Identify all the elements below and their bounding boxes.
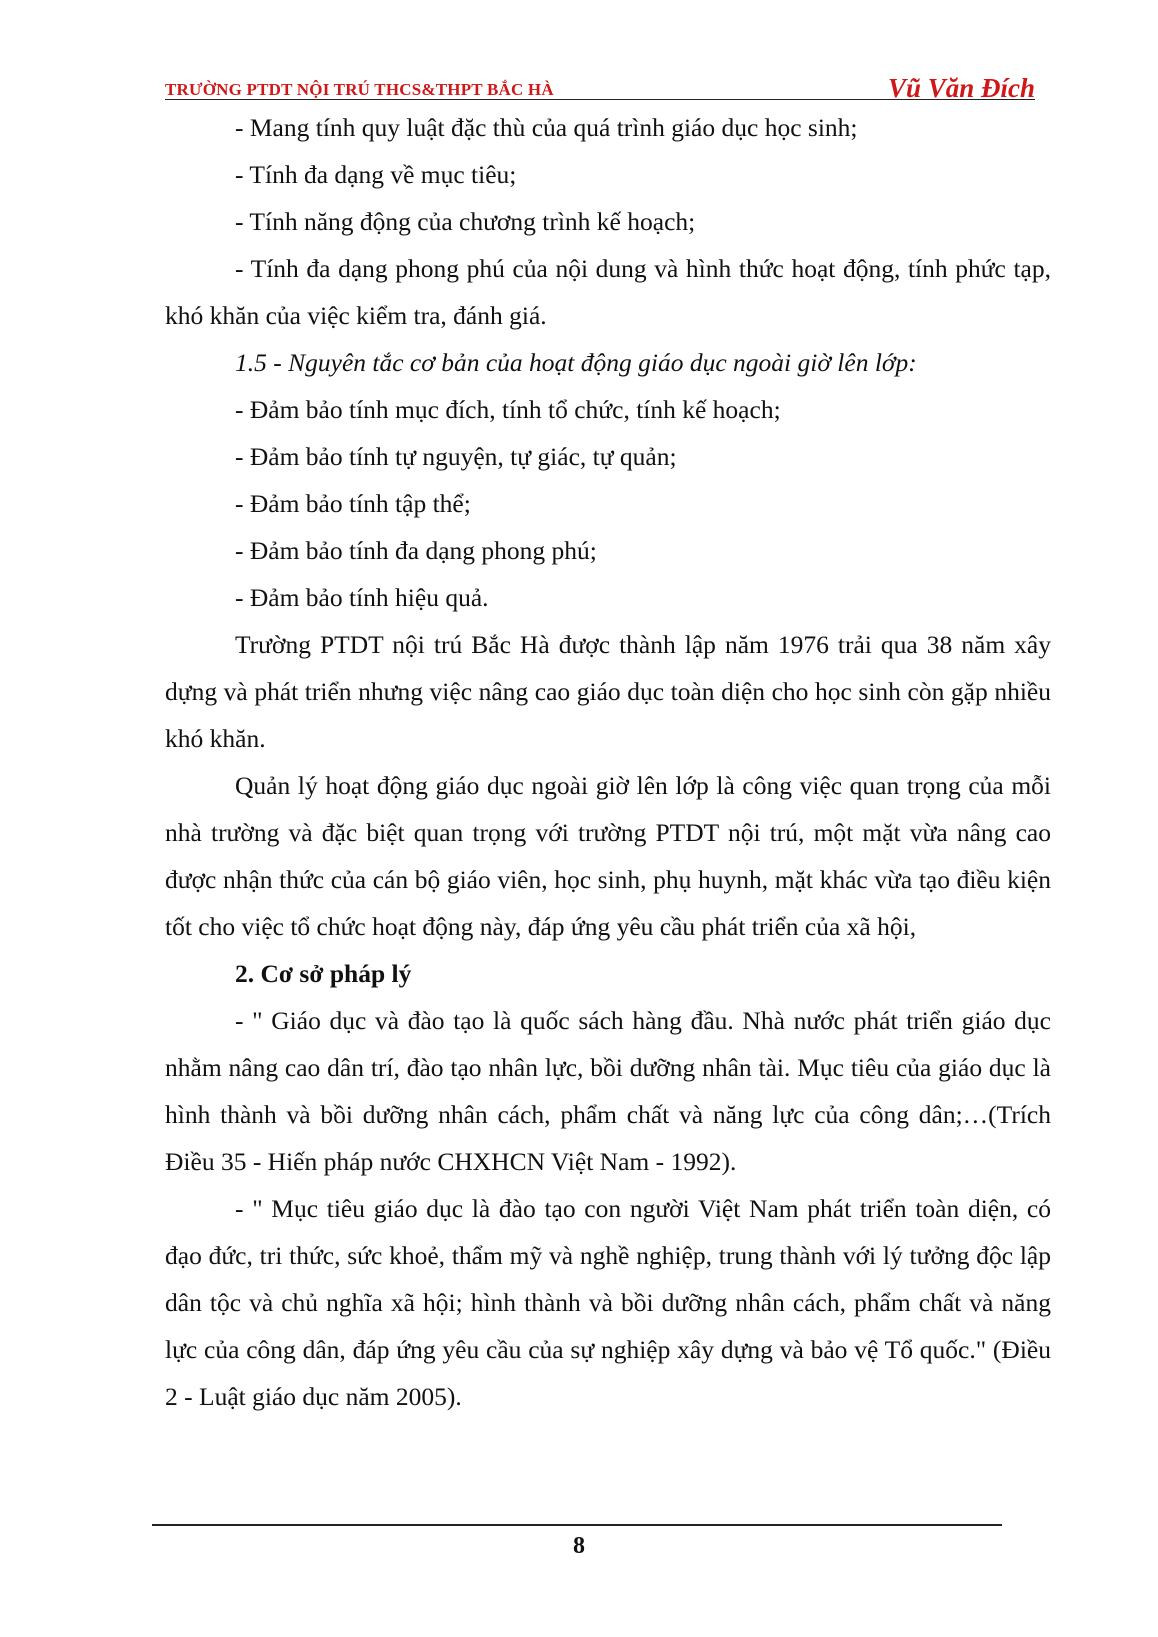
paragraph: - Đảm bảo tính tập thể;	[235, 489, 471, 518]
paragraph: - " Giáo dục và đào tạo là quốc sách hàng đầu. Nhà nước phát triển giáo dục nhằm nâng cao dân trí, đào tạo nhân lực, bồi dưỡng nhân tài. Mục tiêu của giáo dục là hình thành và bồi dưỡng nhân cách, phẩm chất và năng lực của công dân;…(Trích Điều 35 - Hiến pháp nước CHXHCN Việt Nam - 1992).	[165, 1006, 1051, 1176]
paragraph: - Đảm bảo tính mục đích, tính tổ chức, tính kế hoạch;	[235, 395, 781, 424]
section-heading-2: 2. Cơ sở pháp lý	[235, 959, 412, 988]
page-number: 8	[573, 1533, 585, 1559]
school-name: TRƯỜNG PTDT NỘI TRÚ THCS&THPT BẮC HÀ	[165, 80, 554, 99]
document-body	[165, 104, 1051, 1420]
paragraph: - Tính đa dạng về mục tiêu;	[235, 160, 517, 189]
author-name: Vũ Văn Đích	[887, 73, 1035, 103]
paragraph: - Tính đa dạng phong phú của nội dung và hình thức hoạt động, tính phức tạp, khó khăn của việc kiểm tra, đánh giá.	[165, 254, 1051, 330]
paragraph: - Đảm bảo tính hiệu quả.	[235, 583, 489, 612]
paragraph: - Đảm bảo tính đa dạng phong phú;	[235, 536, 597, 565]
section-heading-1-5: 1.5 - Nguyên tắc cơ bản của hoạt động giáo dục ngoài giờ lên lớp:	[235, 348, 917, 377]
paragraph: - " Mục tiêu giáo dục là đào tạo con người Việt Nam phát triển toàn diện, có đạo đức, tri thức, sức khoẻ, thẩm mỹ và nghề nghiệp, trung thành với lý tưởng độc lập dân tộc và chủ nghĩa xã hội; hình thành và bồi dưỡng nhân cách, phẩm chất và năng lực của công dân, đáp ứng yêu cầu của sự nghiệp xây dựng và bảo vệ Tổ quốc." (Điều 2 - Luật giáo dục năm 2005).	[165, 1194, 1051, 1411]
paragraph: - Tính năng động của chương trình kế hoạch;	[235, 207, 696, 236]
footer-divider	[152, 1524, 1002, 1526]
paragraph: - Mang tính quy luật đặc thù của quá trình giáo dục học sinh;	[235, 113, 858, 142]
paragraph: - Đảm bảo tính tự nguyện, tự giác, tự quản;	[235, 442, 677, 471]
paragraph: Quản lý hoạt động giáo dục ngoài giờ lên lớp là công việc quan trọng của mỗi nhà trường và đặc biệt quan trọng với trường PTDT nội trú, một mặt vừa nâng cao được nhận thức của cán bộ giáo viên, học sinh, phụ huynh, mặt khác vừa tạo điều kiện tốt cho việc tổ chức hoạt động này, đáp ứng yêu cầu phát triển của xã hội,	[165, 771, 1051, 941]
header-divider	[165, 99, 1035, 100]
paragraph: Trường PTDT nội trú Bắc Hà được thành lập năm 1976 trải qua 38 năm xây dựng và phát triển nhưng việc nâng cao giáo dục toàn diện cho học sinh còn gặp nhiều khó khăn.	[165, 630, 1051, 753]
